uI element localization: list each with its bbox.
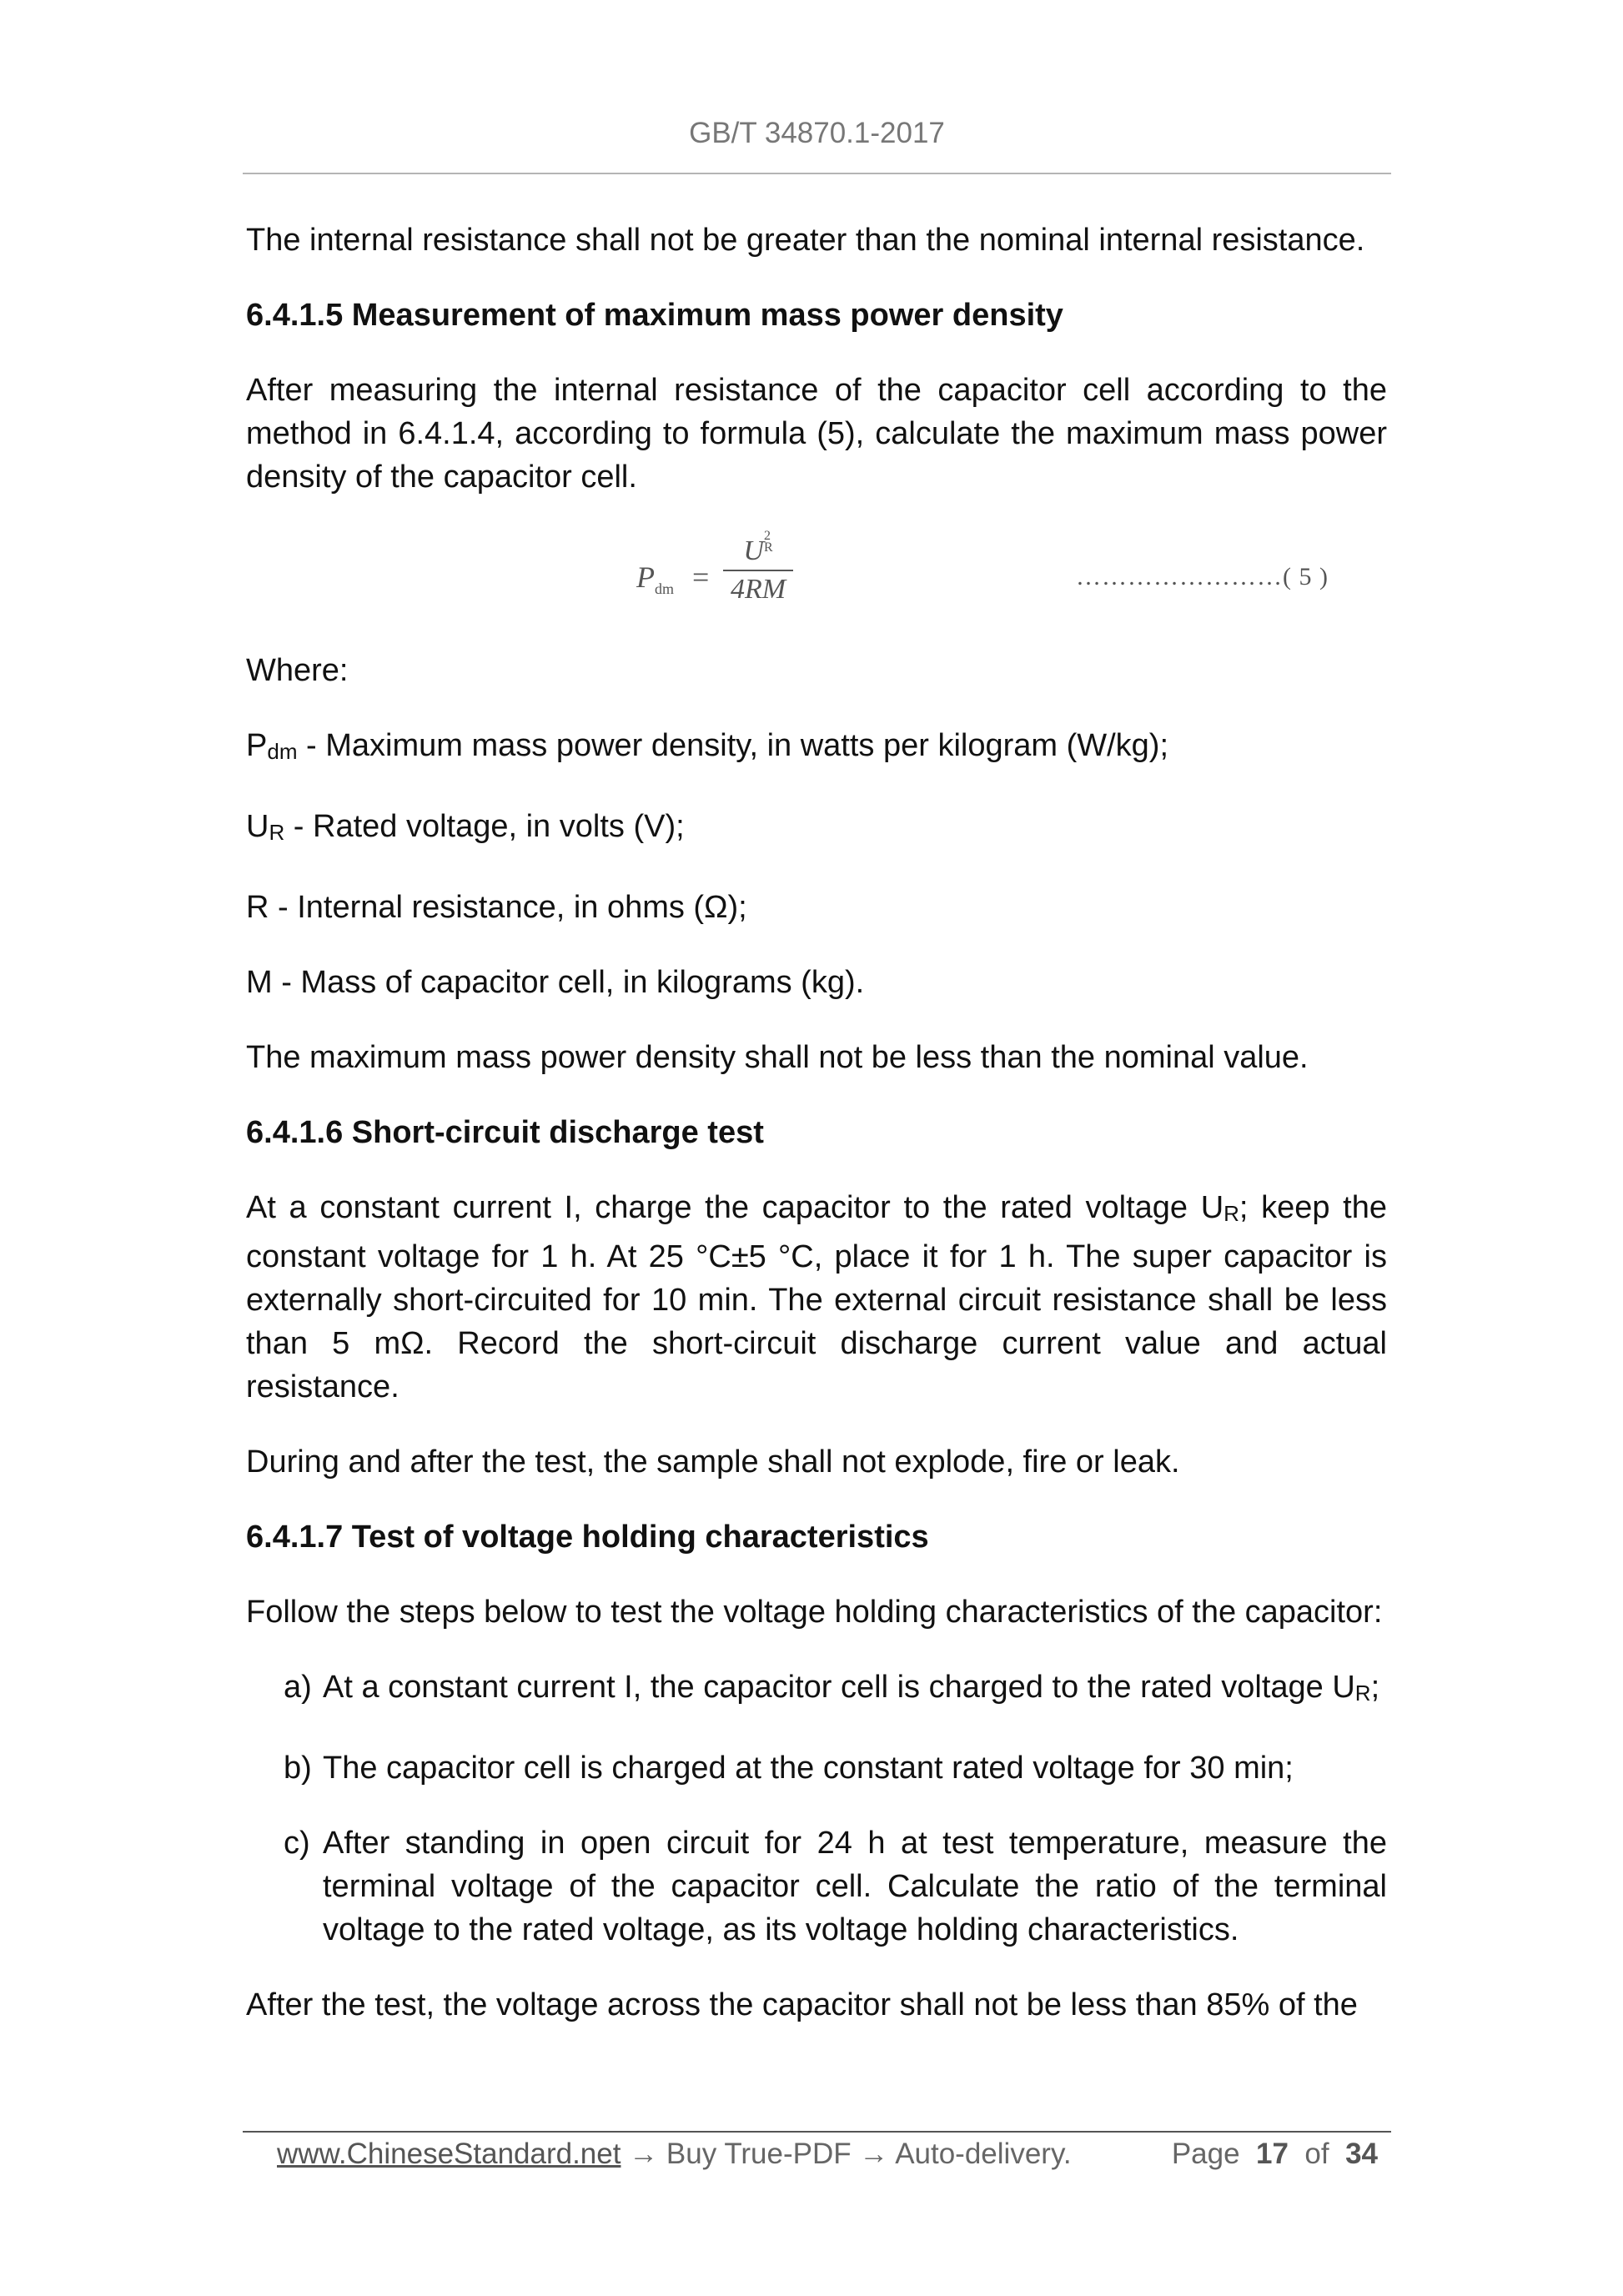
list-item-c <box>246 1821 1387 1952</box>
nominal-value-paragraph: The maximum mass power density shall not be less than the nominal value. <box>246 1040 1309 1075</box>
formula-numerator-symbol: U <box>743 535 764 566</box>
formula-fraction <box>718 530 798 608</box>
definition-ur-text: - Rated voltage, in volts (V); <box>284 809 685 844</box>
page-current: 17 <box>1256 2138 1289 2170</box>
footer-buy-text: Buy True-PDF <box>666 2138 852 2170</box>
formula-denominator: 4RM <box>730 574 786 605</box>
header-divider <box>243 173 1391 174</box>
definition-pdm-text: - Maximum mass power density, in watts per kilogram (W/kg); <box>297 728 1169 763</box>
page-body <box>246 219 1387 2058</box>
formula-subscript: R <box>763 540 773 555</box>
running-header: GB/T 34870.1-2017 <box>689 117 945 149</box>
section-6-4-1-6-text-b: ; keep the constant voltage for 1 h. At 25 °C±5 °C, place it for 1 h. The super capacitor is externally short-circuited for 10 min. The external circuit resistance shall be less than 5 mΩ. Record the short-circuit discharge current value and actual resistance. <box>246 1190 1387 1404</box>
intro-paragraph: The internal resistance shall not be greater than the nominal internal resistance. <box>246 223 1365 258</box>
definition-r: R - Internal resistance, in ohms (Ω); <box>246 890 747 925</box>
page-total: 34 <box>1345 2138 1378 2170</box>
page-footer <box>277 2138 1378 2179</box>
page-of-label: of <box>1304 2138 1329 2170</box>
formula-5 <box>246 530 1387 624</box>
definition-ur-subscript: R <box>269 820 285 845</box>
formula-number: ……………………( 5 ) <box>1076 563 1329 590</box>
list-marker-a: a) <box>284 1670 312 1705</box>
section-6-4-1-6-text-a: At a constant current I, charge the capacitor to the rated voltage U <box>246 1190 1224 1225</box>
list-text-a-end: ; <box>1370 1670 1380 1705</box>
section-heading-6-4-1-6: 6.4.1.6 Short-circuit discharge test <box>246 1115 764 1150</box>
footer-link[interactable]: www.ChineseStandard.net <box>277 2138 621 2170</box>
list-item-b <box>246 1746 1387 1790</box>
formula-numerator-scripts <box>764 530 773 554</box>
section-6-4-1-5-paragraph: After measuring the internal resistance of the capacitor cell according to the method in 6.4.1.4, according to formula (5), calculate the maximum mass power density of the capacitor cell. <box>246 373 1387 495</box>
arrow-icon: → <box>621 2138 666 2170</box>
list-text-a <box>323 1665 1387 1715</box>
formula-lhs <box>636 555 674 610</box>
list-text-a-main: At a constant current I, the capacitor cell is charged to the rated voltage U <box>323 1670 1355 1705</box>
section-6-4-1-6-requirement: During and after the test, the sample shall not explode, fire or leak. <box>246 1444 1180 1480</box>
page-number <box>1172 2138 1378 2171</box>
section-heading-6-4-1-5: 6.4.1.5 Measurement of maximum mass power density <box>246 298 1063 333</box>
formula-equals: = <box>692 560 710 594</box>
definition-m: M - Mass of capacitor cell, in kilograms (kg). <box>246 965 865 1000</box>
formula-lhs-symbol: P <box>636 560 655 594</box>
after-test-paragraph: After the test, the voltage across the capacitor shall not be less than 85% of the <box>246 1987 1358 2022</box>
list-text-b: The capacitor cell is charged at the constant rated voltage for 30 min; <box>323 1751 1294 1786</box>
definition-pdm <box>246 724 1387 773</box>
definition-pdm-subscript: dm <box>267 739 298 764</box>
where-label: Where: <box>246 653 349 688</box>
definition-pdm-symbol: P <box>246 728 268 763</box>
footer-divider <box>243 2131 1391 2133</box>
footer-delivery-text: Auto-delivery. <box>895 2138 1072 2170</box>
formula-lhs-subscript: dm <box>655 580 675 598</box>
list-marker-c: c) <box>284 1826 310 1861</box>
list-text-a-subscript: R <box>1354 1681 1371 1706</box>
arrow-icon: → <box>851 2138 896 2170</box>
list-text-c: After standing in open circuit for 24 h at test temperature, measure the terminal voltage of the capacitor cell. Calculate the ratio of the terminal voltage to the rated voltage, as its voltage holding characteristics. <box>323 1826 1387 1947</box>
section-6-4-1-6-paragraph <box>246 1186 1387 1409</box>
formula-superscript: 2 <box>763 529 771 543</box>
page-label: Page <box>1171 2138 1240 2170</box>
section-6-4-1-7-paragraph: Follow the steps below to test the voltage holding characteristics of the capacitor: <box>246 1595 1383 1630</box>
footer-promo <box>277 2138 1072 2171</box>
list-item-a <box>246 1665 1387 1715</box>
section-heading-6-4-1-7: 6.4.1.7 Test of voltage holding characteristics <box>246 1520 929 1555</box>
section-6-4-1-6-subscript: R <box>1224 1201 1239 1226</box>
definition-ur-symbol: U <box>246 809 269 844</box>
definition-ur <box>246 805 1387 854</box>
list-marker-b: b) <box>284 1751 312 1786</box>
formula-numerator <box>718 530 798 570</box>
